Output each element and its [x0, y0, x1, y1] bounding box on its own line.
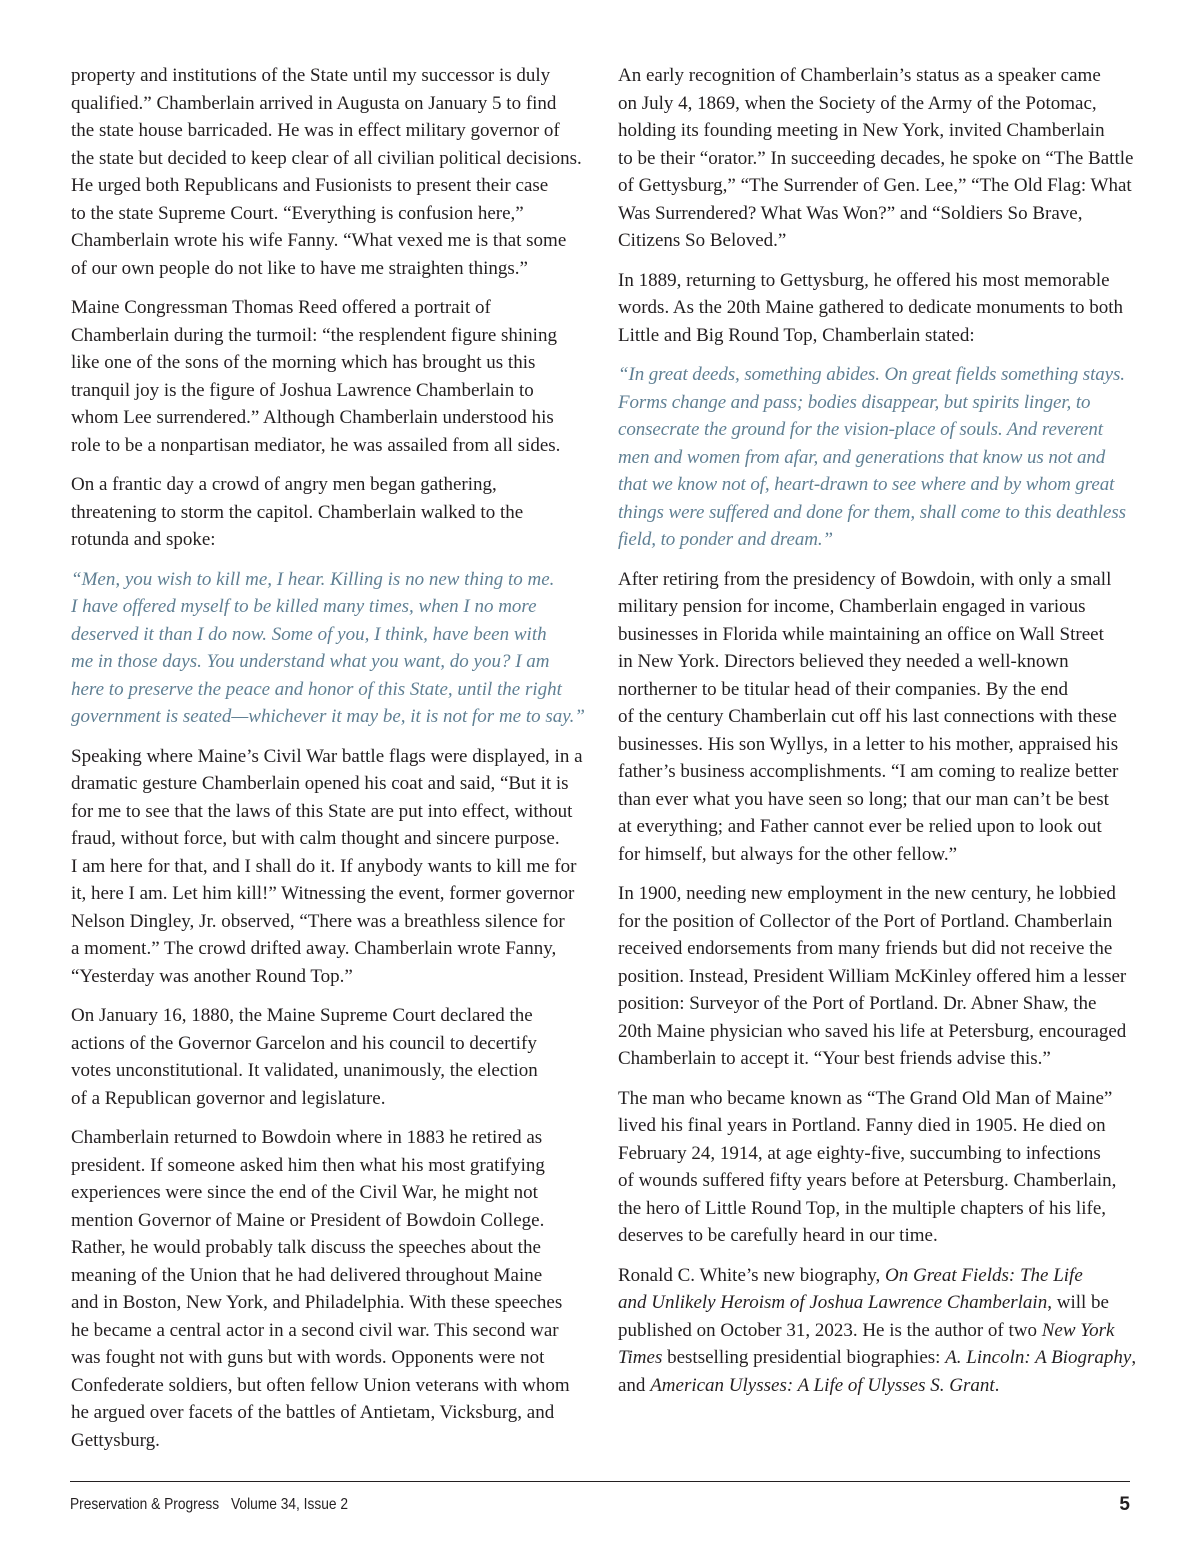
text-line: experiences were since the end of the Civil War, he might not	[71, 1182, 538, 1203]
bio-line	[618, 1317, 1132, 1345]
text-line: votes unconstitutional. It validated, unanimously, the election	[71, 1060, 538, 1081]
text-line: of a Republican governor and legislature.	[71, 1087, 386, 1109]
book-title: A. Lincoln: A Biography	[945, 1347, 1132, 1368]
text-line: In 1900, needing new employment in the new century, he lobbied	[618, 883, 1116, 904]
text-line: in New York. Directors believed they needed a well-known	[618, 651, 1069, 672]
text-line: rotunda and spoke:	[71, 529, 216, 550]
quote-line: field, to ponder and dream.”	[618, 529, 833, 550]
text-line: fraud, without force, but with calm thought and sincere purpose.	[71, 828, 560, 849]
text-line: lived his final years in Portland. Fanny died in 1905. He died on	[618, 1115, 1106, 1136]
text-line: position. Instead, President William McKinley offered him a lesser	[618, 965, 1127, 987]
text-line: Speaking where Maine’s Civil War battle flags were displayed, in a	[71, 745, 583, 767]
body-paragraph	[618, 880, 1132, 1073]
text-line: was fought not with guns but with words. Opponents were not	[71, 1347, 545, 1368]
text-line: threatening to storm the capitol. Chamberlain walked to the	[71, 501, 524, 523]
text-line: to the state Supreme Court. “Everything is confusion here,”	[71, 202, 524, 224]
text-line: Rather, he would probably talk discuss the speeches about the	[71, 1237, 541, 1258]
text-line: the state but decided to keep clear of all civilian political decisions.	[71, 147, 582, 169]
text-line: On a frantic day a crowd of angry men began gathering,	[71, 474, 497, 495]
quote-line: things were suffered and done for them, shall come to this deathless	[618, 501, 1126, 523]
text-line: He urged both Republicans and Fusionists to present their case	[71, 175, 549, 196]
footer-divider	[70, 1481, 1130, 1482]
text-line: Citizens So Beloved.”	[618, 230, 787, 251]
text-line: Chamberlain returned to Bowdoin where in 1883 he retired as	[71, 1127, 543, 1148]
bio-line	[618, 1344, 1137, 1372]
left-column	[71, 62, 583, 1466]
text-line: northerner to be titular head of their companies. By the end	[618, 678, 1069, 700]
body-paragraph	[618, 566, 1132, 869]
quote-line: “In great deeds, something abides. On great fields something stays.	[618, 364, 1125, 385]
text-line: he became a central actor in a second civil war. This second war	[71, 1319, 559, 1341]
text-line: property and institutions of the State until my successor is duly	[71, 65, 551, 86]
text-line: dramatic gesture Chamberlain opened his coat and said, “But it is	[71, 773, 569, 794]
text-line: to be their “orator.” In succeeding decades, he spoke on “The Battle	[618, 147, 1134, 169]
newspaper-title: New York	[1041, 1319, 1115, 1341]
bio-line	[618, 1262, 1132, 1290]
text-line: In 1889, returning to Gettysburg, he offered his most memorable	[618, 269, 1110, 291]
text-line: Confederate soldiers, but often fellow Union veterans with whom	[71, 1374, 570, 1396]
bio-text: Ronald C. White’s new biography,	[618, 1264, 886, 1286]
quote-line: Forms change and pass; bodies disappear, but spirits linger, to	[618, 391, 1091, 413]
text-line: tranquil joy is the figure of Joshua Lawrence Chamberlain to	[71, 379, 534, 401]
quote-line: deserved it than I do now. Some of you, I think, have been with	[71, 623, 547, 645]
text-line: at everything; and Father cannot ever be relied upon to look out	[618, 816, 1102, 837]
text-line: role to be a nonpartisan mediator, he was assailed from all sides.	[71, 434, 561, 456]
bio-text: bestselling presidential biographies:	[662, 1347, 946, 1368]
text-line: Gettysburg.	[71, 1429, 160, 1451]
bio-text: published on October 31, 2023. He is the author of two	[618, 1319, 1042, 1341]
right-column-paragraphs	[618, 62, 1132, 1250]
text-line: president. If someone asked him then what his most gratifying	[71, 1154, 545, 1176]
text-line: whom Lee surrendered.” Although Chamberlain understood his	[71, 407, 554, 428]
text-line: Little and Big Round Top, Chamberlain stated:	[618, 324, 975, 346]
text-line: Maine Congressman Thomas Reed offered a portrait of	[71, 297, 491, 318]
bio-text: ,	[1131, 1347, 1137, 1368]
bio-text: .	[994, 1374, 1000, 1396]
text-line: After retiring from the presidency of Bowdoin, with only a small	[618, 568, 1112, 590]
bio-text: and	[618, 1374, 651, 1396]
text-line: like one of the sons of the morning which has brought us this	[71, 352, 536, 373]
quote-line: I have offered myself to be killed many times, when I no more	[71, 596, 537, 617]
text-line: Nelson Dingley, Jr. observed, “There was a breathless silence for	[71, 910, 565, 932]
newspaper-title: Times	[618, 1347, 663, 1368]
body-paragraph	[618, 1085, 1132, 1250]
text-line: holding its founding meeting in New York, invited Chamberlain	[618, 120, 1105, 141]
text-line: deserves to be carefully heard in our time.	[618, 1225, 938, 1246]
quote-line: consecrate the ground for the vision-place of souls. And reverent	[618, 419, 1103, 440]
text-line: of our own people do not like to have me straighten things.”	[71, 257, 528, 279]
quote-line: government is seated—whichever it may be, it is not for me to say.”	[71, 706, 585, 727]
right-column	[618, 62, 1137, 1411]
bio-line	[618, 1372, 1132, 1400]
text-line: qualified.” Chamberlain arrived in Augusta on January 5 to find	[71, 92, 557, 114]
body-paragraph	[71, 471, 583, 554]
body-paragraph	[618, 267, 1132, 350]
text-line: I am here for that, and I shall do it. If anybody wants to kill me for	[71, 855, 577, 877]
bio-text: , will be	[1047, 1292, 1109, 1313]
text-line: father’s business accomplishments. “I am coming to realize better	[618, 761, 1119, 782]
text-line: businesses in Florida while maintaining an office on Wall Street	[618, 623, 1104, 645]
text-line: Chamberlain to accept it. “Your best friends advise this.”	[618, 1048, 1051, 1069]
quote-line: that we know not of, heart-drawn to see where and by whom great	[618, 474, 1115, 495]
publication-name: Preservation & Progress	[70, 1496, 220, 1513]
text-line: for himself, but always for the other fellow.”	[618, 843, 958, 865]
text-line: actions of the Governor Garcelon and his council to decertify	[71, 1032, 537, 1054]
author-bio-paragraph	[618, 1262, 1137, 1400]
bio-line	[618, 1289, 1132, 1317]
text-line: of Gettysburg,” “The Surrender of Gen. Lee,” “The Old Flag: What	[618, 175, 1132, 196]
text-line: than ever what you have seen so long; that our man can’t be best	[618, 788, 1109, 810]
book-title: and Unlikely Heroism of Joshua Lawrence Chamberlain	[618, 1292, 1048, 1313]
text-line: on July 4, 1869, when the Society of the Army of the Potomac,	[618, 92, 1097, 114]
quote-line: men and women from afar, and generations that know us not and	[618, 446, 1106, 468]
text-line: position: Surveyor of the Port of Portland. Dr. Abner Shaw, the	[618, 993, 1097, 1014]
text-line: Chamberlain wrote his wife Fanny. “What vexed me is that some	[71, 230, 567, 251]
quote-line: me in those days. You understand what you want, do you? I am	[71, 651, 550, 672]
text-line: Was Surrendered? What Was Won?” and “Soldiers So Brave,	[618, 202, 1083, 224]
text-line: businesses. His son Wyllys, in a letter to his mother, appraised his	[618, 733, 1119, 755]
book-title: American Ulysses: A Life of Ulysses S. Grant	[650, 1374, 995, 1396]
volume-issue: Volume 34, Issue 2	[231, 1496, 349, 1513]
text-line: it, here I am. Let him kill!” Witnessing the event, former governor	[71, 883, 575, 904]
text-line: On January 16, 1880, the Maine Supreme Court declared the	[71, 1005, 533, 1026]
text-line: he argued over facets of the battles of Antietam, Vicksburg, and	[71, 1402, 555, 1423]
quote-line: here to preserve the peace and honor of this State, until the right	[71, 678, 562, 700]
text-line: a moment.” The crowd drifted away. Chamberlain wrote Fanny,	[71, 938, 557, 959]
page-number: 5	[1119, 1494, 1130, 1515]
text-line: mention Governor of Maine or President of Bowdoin College.	[71, 1209, 545, 1231]
text-line: Chamberlain during the turmoil: “the resplendent figure shining	[71, 324, 557, 346]
body-paragraph	[71, 1002, 583, 1112]
text-line: 20th Maine physician who saved his life at Petersburg, encouraged	[618, 1020, 1127, 1042]
body-paragraph	[71, 743, 583, 991]
body-paragraph	[71, 294, 583, 459]
text-line: of wounds suffered fifty years before at Petersburg. Chamberlain,	[618, 1170, 1117, 1191]
text-line: and in Boston, New York, and Philadelphia. With these speeches	[71, 1292, 563, 1313]
body-paragraph	[618, 62, 1132, 255]
text-line: of the century Chamberlain cut off his last connections with these	[618, 706, 1117, 727]
text-line: February 24, 1914, at age eighty-five, succumbing to infections	[618, 1142, 1101, 1164]
text-line: received endorsements from many friends but did not receive the	[618, 938, 1113, 959]
text-line: “Yesterday was another Round Top.”	[71, 965, 353, 987]
quote-line: “Men, you wish to kill me, I hear. Killing is no new thing to me.	[71, 568, 555, 590]
page-footer	[70, 1494, 1130, 1520]
text-line: the state house barricaded. He was in effect military governor of	[71, 120, 560, 141]
text-line: for me to see that the laws of this State are put into effect, without	[71, 800, 573, 822]
block-quote	[71, 566, 583, 731]
body-paragraph	[71, 1124, 583, 1454]
text-line: the hero of Little Round Top, in the multiple chapters of his life,	[618, 1197, 1106, 1219]
text-line: The man who became known as “The Grand Old Man of Maine”	[618, 1087, 1113, 1109]
text-line: An early recognition of Chamberlain’s status as a speaker came	[618, 65, 1101, 86]
text-line: meaning of the Union that he had delivered throughout Maine	[71, 1264, 543, 1286]
text-line: for the position of Collector of the Port of Portland. Chamberlain	[618, 910, 1113, 932]
body-paragraph	[71, 62, 583, 282]
book-title: On Great Fields: The Life	[885, 1264, 1083, 1286]
block-quote	[618, 361, 1132, 554]
text-line: words. As the 20th Maine gathered to dedicate monuments to both	[618, 297, 1123, 318]
text-line: military pension for income, Chamberlain engaged in various	[618, 596, 1086, 617]
